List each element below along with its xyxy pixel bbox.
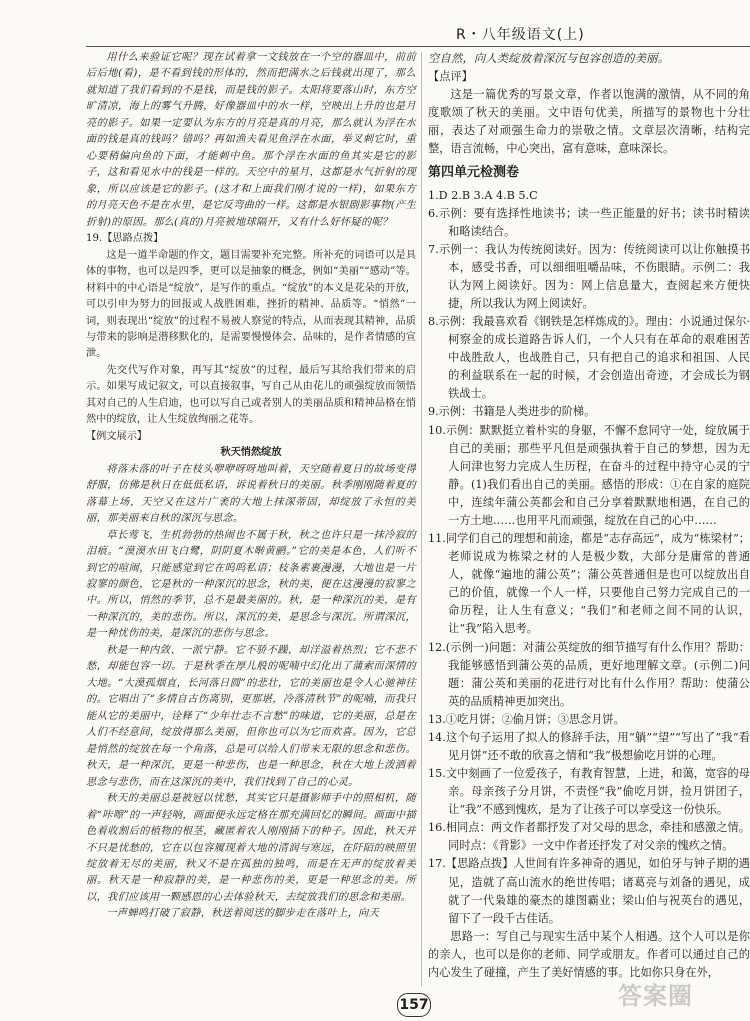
essay-continuation: 空自然，向人类绽放着深沉与包容创造的美丽。 xyxy=(428,52,670,65)
essay-title: 秋天悄然绽放 xyxy=(220,447,282,459)
page-header xyxy=(86,14,750,47)
answer-14: 14.这个句子运用了拟人的修辞手法，用“躺”“望”“写出了”我“看见月饼”还不敢的欣喜之情和“我”极想偷吃月饼的心理。 xyxy=(428,730,750,762)
answer-17-idea: 思路一：写自己与现实生活中某个人相遇。这个人可以是你的亲人，也可以是你的老师、同学或朋友。作者可以通过自己的内心发生了碰撞，产生了美好情感的事。比如你只身在外， xyxy=(428,929,750,979)
example-label: 【例文展示】 xyxy=(86,430,148,442)
hint-paragraph-1: 这是一道半命题的作文，题目需要补充完整。所补充的词语可以是具体的事物，也可以是四季，更可以是抽象的概念，例如“美丽”“感动”等。材料中的中心语是“绽放”，是写作的重点。“绽放”的本义是花朵的开放，可以引申为努力的回报或人战胜困难，挫折的精神、品质等。“悄然”一词，则表现出“绽放”的过程不易被人察觉的特点，从而表现其精神，品质与带来的影响是潜移默化的，是需要慢慢体会、品味的，是作者情感的宣泄。 xyxy=(86,249,416,360)
answer-7: 7.示例一：我认为传统阅读好。因为：传统阅读可以让你触摸书本，感受书香，可以细细咀嚼品味，不伤眼睛。示例二：我认为网上阅读好。因为：网上信息量大，查阅起来方便快捷，所以我认为网上阅读好。 xyxy=(428,242,750,311)
watermark-logo: 答案圈 xyxy=(618,982,693,1010)
section-title: 第四单元检测卷 xyxy=(428,165,520,181)
column-divider xyxy=(421,52,422,987)
question-19-label: 19.【思路点拨】 xyxy=(86,233,164,245)
answer-1-5: 1.D 2.B 3.A 4.B 5.C xyxy=(428,188,538,202)
right-column xyxy=(428,50,750,982)
answer-17: 17.【思路点拨】人世间有许多神奇的遇见，如伯牙与钟子期的遇见，造就了高山流水的绝世传唱；诸葛亮与刘备的遇见，成就了一代枭雄的豪杰的雄图霸业；梁山伯与祝英台的遇见，留下了一段千古佳话。 xyxy=(428,857,750,925)
essay-paragraph-5: 一声蝉鸣打破了寂静，秋送着阅送的脚步走在落叶上，向天 xyxy=(106,908,380,920)
essay-paragraph-2: 草长莺飞，生机勃勃的热闹也不属于秋，秋之也许只是一抹冷寂的泪痕。“漠漠水田飞白鹭，阴阴夏木啭黄鹂。”它的美是本色，人们听不到它的喧闹，只能感觉到它在呜呜私语；枝条素裹漫漫，大地也是一片寂寥的颜色，它是秋的一种深沉的思念，秋的美，便在这漫漫的寂寥之中。所以，悄然的季节，总不是最美丽的。秋，是一种深沉的美，是有一种深沉的，美的悲伤。所以，深沉的美，是思念与深沉。所谓深沉，是一种忧伤的美，是深沉的悲伤与思念。 xyxy=(86,529,416,640)
essay-paragraph-4: 秋天的美丽总是被冠以忧愁，其实它只是摄影师手中的照相机，随着“咔嚓”的一声轻响，画面便永远定格在那充满回忆的瞬间。画面中描色着收割后的植物的根茎，藏匿着农人刚刚插下的种子。因此，秋天并不只是忧愁的，它在以包容履现着大地的清润与寒远，在阡陌的映照里绽放着无尽的美丽，秋又不是在孤独的独鸣，而是在无声的绽放着美丽。秋天是一种寂静的美，是一种悲伤的美，更是一种思念的美。所以，我们应该用一颗感恩的心去体验秋天，去绽放我们的思念和美丽。 xyxy=(86,793,416,903)
header-title: R・八年级语文(上) xyxy=(456,27,585,43)
comment-paragraph: 这是一篇优秀的写景文章，作者以饱满的激情，从不同的角度歌颂了秋天的美丽。文中语句优美，所描写的景物也十分壮丽，表达了对顽强生命力的崇敬之情。文章层次清晰，结构完整，语言流畅，中心突出，富有意味，意味深长。 xyxy=(428,88,750,156)
answer-9: 9.示例：书籍是人类进步的阶梯。 xyxy=(428,405,596,419)
answer-11: 11.同学们自己的理想和前途，都是“志存高远”，成为“栋梁材”；老师说成为栋梁之材的人是极少数，大部分是庸常的普通人，就像“遍地的蒲公英”；蒲公英普通但是也可以绽放出自己的价值，就像一个人一样，只要他自己努力完成自己的一命历程，让人生有意义；“我们”和老师之间不同的认识，让“我”陷入思考。 xyxy=(428,532,750,636)
essay-paragraph-1: 将落未落的叶子在枝头咿咿呀呀地叫着，天空随着夏日的故场变得舒服，仿佛是秋日在低低私语，诉说着秋日的美丽。秋季刚刚随着夏的落幕上场，天空又在这片广袤的大地上抹深蒂固，却绽放了永恒的美丽，那美丽来自秋的深沉与思念。 xyxy=(86,463,416,525)
page-number: 157 xyxy=(397,993,431,1017)
answer-6: 6.示例：要有选择性地读书；读一些正能量的好书；读书时精读和略读结合。 xyxy=(428,206,750,238)
essay-paragraph-3: 秋是一种内敛、一派宁静。它不骄不躁，却洋溢着热烈；它不悲不愁，却能包容一切。于是秋季在厚儿般的呢喃中幻化出了蒲索而深情的大地。“大漠孤烟直，长河落日圆”的悲壮，它的美丽也是令人心驰神往的。它唱出了“多情自古伤离别，更那堪，冷落清秋节”的呢喃，而我只能从它的美丽中，诠释了“少年壮志不言愁”的味道，它的美丽，总是在人们不经意间，绽放得那么美丽，但你也可以为它而欢喜。因为，它总是悄然的绽放在每一个角落，总是可以给人们带来无限的思念和悲伤。秋天，是一种深沉，更是一种悲伤，也是一种思念，秋在大地上泼洒着思念与悲伤，而在这深沉的美中，我们找到了自己的心灵。 xyxy=(86,644,416,788)
left-column xyxy=(86,50,416,923)
answer-10: 10.示例：默默挺立着朴实的身躯，不懈不怠同守一处，绽放属于自己的美丽；那些平凡但是顽强执着于自己的梦想，因为无人问津也努力完成人生历程，在奋斗的过程中持守心灵的宁静。(1)我们看出自己的美丽。感悟的形成：①在自家的庭院中，连续年蒲公英都会和自己分享着默默地相遇，在自己的一方土地……也用平凡而顽强，绽放在自己的心中…… xyxy=(428,423,750,527)
comment-label: 【点评】 xyxy=(428,70,473,84)
translation-paragraph: 用什么来验证它呢？现在试着拿一文钱放在一个空的器皿中，前前后后地(看)，是不看到钱的形体的，然而把满水之后钱就出现了，那么就知道了我们看到的不是钱，而是钱的影子。太阳将要落山时，东方空旷清凉，海上的雾气升腾，好像器皿中的水一样，空映出上升的也是月亮的影子。如果一定要认为东方的月亮是真的月亮，那么就认为浮在水面的钱是真的钱吗？错吗？再如渔夫看见鱼浮在水面，举叉刺它时，重心要稍偏向鱼的下面，才能刺中鱼。那个浮在水面的鱼其实是它的影子，这和看见水中的钱是一样的。天空中的星月，这都是水气折射的现象，所以应该是它的影子。(这才和上面我们刚才说的一样)，如果东方的月亮天色不是在水里，是它反弯曲的一样。这都是水银剧影事物(产生折射)的原因。那么(真的)月亮被地球隔开，又有什么好怀疑的呢？ xyxy=(86,52,416,228)
hint-paragraph-2: 先交代写作对象，再写其“绽放”的过程，最后写其给我们带来的启示。如果写成记叙文，可以直接叙事，写自己从由花儿的顽强绽放而领悟其对自己的人生启迪，也可以写自己或者别人的美丽品质和精神品格在悄然中的绽放，让人生绽放绚丽之花等。 xyxy=(86,364,416,426)
answer-15: 15.文中刻画了一位爱孩子，有教育智慧，上进，和蔼，宽容的母亲。母亲孩子分月饼，不责怪“我”偷吃月饼，捡月饼团子，让“我”不感到愧疚，是为了让孩子可以享受这一份快乐。 xyxy=(428,767,750,817)
answer-16: 16.相同点：两文作者都抒发了对父母的思念，牵挂和感激之情。同时点：《背影》一文中作者还抒发了对父亲的愧疚之情。 xyxy=(428,821,750,853)
answer-8: 8.示例：我最喜欢看《钢铁是怎样炼成的》。理由：小说通过保尔·柯察金的成长道路告诉人们，一个人只有在革命的艰难困苦中战胜敌人，也战胜自己，只有把自己的追求和祖国、人民的利益联系在一起的时候，才会创造出奇迹，才会成长为钢铁战士。 xyxy=(428,315,750,401)
answer-13: 13.①吃月饼；②偷月饼；③思念月饼。 xyxy=(428,712,625,726)
answer-12: 12.(示例一)问题：对蒲公英绽放的细节描写有什么作用？帮助：我能够感悟到蒲公英的品质，更好地理解文章。(示例二)问题：蒲公英和美丽的花进行对比有什么作用？帮助：使蒲公英的品质精神更加突出。 xyxy=(428,640,750,708)
